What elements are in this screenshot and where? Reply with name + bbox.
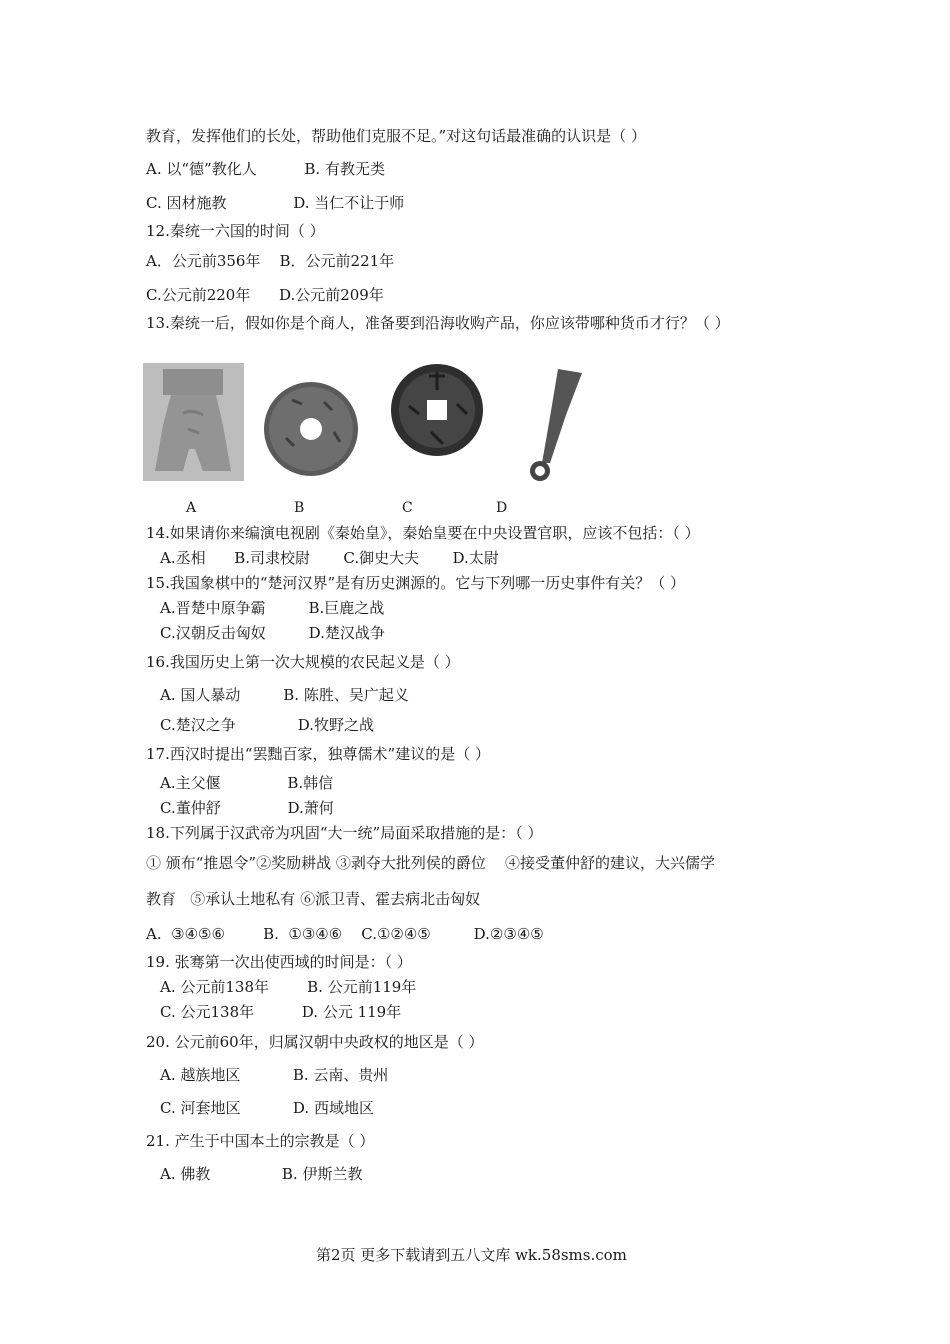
q17-options-cd: C.董仲舒 D.萧何 bbox=[160, 799, 334, 817]
q16-options-cd: C.楚汉之争 D.牧野之战 bbox=[160, 716, 374, 734]
q18-items-line2: 教育 ⑤承认土地私有 ⑥派卫青、霍去病北击匈奴 bbox=[146, 890, 481, 908]
coin-label-c: C bbox=[402, 500, 413, 516]
q12-stem: 12.秦统一六国的时间（ ） bbox=[146, 222, 325, 240]
q20-options-cd: C. 河套地区 D. 西域地区 bbox=[160, 1099, 374, 1117]
round-hole-coin-image bbox=[262, 380, 360, 478]
q18-options: A. ③④⑤⑥ B. ①③④⑥ C.①②④⑤ D.②③④⑤ bbox=[146, 925, 544, 943]
q12-options-ab: A．公元前356年 B．公元前221年 bbox=[146, 252, 395, 270]
q19-options-cd: C. 公元138年 D. 公元 119年 bbox=[160, 1003, 402, 1021]
q14-options: A.丞相 B.司隶校尉 C.御史大夫 D.太尉 bbox=[160, 549, 499, 567]
q16-options-ab: A. 国人暴动 B. 陈胜、吴广起义 bbox=[160, 686, 409, 704]
q18-stem: 18.下列属于汉武帝为巩固“大一统”局面采取措施的是：（ ） bbox=[146, 824, 543, 842]
q20-options-ab: A. 越族地区 B. 云南、贵州 bbox=[160, 1066, 389, 1084]
q12-options-cd: C.公元前220年 D.公元前209年 bbox=[146, 286, 384, 304]
q14-stem: 14.如果请你来编演电视剧《秦始皇》，秦始皇要在中央设置官职，应该不包括：（ ） bbox=[146, 524, 700, 542]
spade-coin-image bbox=[143, 363, 244, 481]
q18-items-line1: ① 颁布“推恩令”②奖励耕战 ③剥夺大批列侯的爵位 ④接受董仲舒的建议，大兴儒学 bbox=[146, 854, 715, 872]
q17-stem: 17.西汉时提出“罢黜百家，独尊儒术”建议的是（ ） bbox=[146, 745, 490, 763]
q17-options-ab: A.主父偃 B.韩信 bbox=[160, 774, 334, 792]
q11-stem-continued: 教育，发挥他们的长处，帮助他们克服不足。”对这句话最准确的认识是（ ） bbox=[146, 127, 646, 145]
q20-stem: 20. 公元前60年，归属汉朝中央政权的地区是（ ） bbox=[146, 1033, 484, 1051]
coin-label-a: A bbox=[186, 500, 197, 516]
q19-stem: 19. 张骞第一次出使西域的时间是：（ ） bbox=[146, 953, 412, 971]
q15-options-ab: A.晋楚中原争霸 B.巨鹿之战 bbox=[160, 599, 385, 617]
q21-stem: 21. 产生于中国本土的宗教是（ ） bbox=[146, 1132, 375, 1150]
q15-options-cd: C.汉朝反击匈奴 D.楚汉战争 bbox=[160, 624, 385, 642]
coin-label-d: D bbox=[496, 500, 508, 516]
knife-coin-image bbox=[520, 367, 585, 482]
q11-options-cd: C. 因材施教 D. 当仁不让于师 bbox=[146, 194, 405, 212]
q21-options-ab: A. 佛教 B. 伊斯兰教 bbox=[160, 1165, 363, 1183]
q13-stem: 13.秦统一后，假如你是个商人，准备要到沿海收购产品，你应该带哪种货币才行？（ ） bbox=[146, 314, 730, 332]
q16-stem: 16.我国历史上第一次大规模的农民起义是（ ） bbox=[146, 653, 460, 671]
coin-label-b: B bbox=[294, 500, 305, 516]
q15-stem: 15.我国象棋中的“楚河汉界”是有历史渊源的。它与下列哪一历史事件有关？（ ） bbox=[146, 574, 685, 592]
q19-options-ab: A. 公元前138年 B. 公元前119年 bbox=[160, 978, 417, 996]
square-hole-coin-image bbox=[389, 362, 486, 458]
page-footer: 第2页 更多下载请到五八文库 wk.58sms.com bbox=[316, 1246, 627, 1264]
q11-options-ab: A. 以“德”教化人 B. 有教无类 bbox=[146, 160, 385, 178]
